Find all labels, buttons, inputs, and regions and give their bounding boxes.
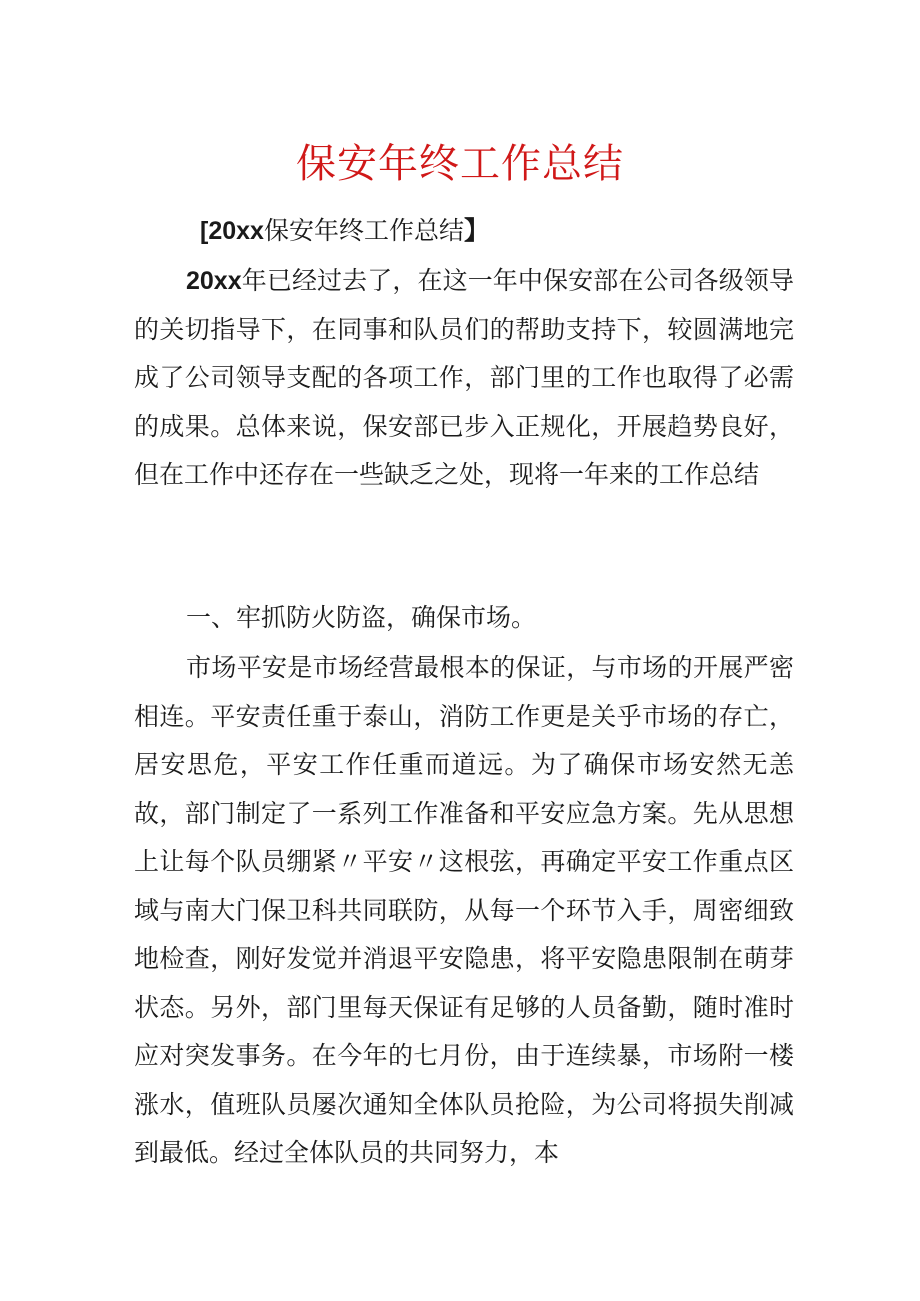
section-1-paragraph: 市场平安是市场经营最根本的保证，与市场的开展严密相连。平安责任重于泰山，消防工作更是关乎市场的存亡，居安思危，平安工作任重而道远。为了确保市场安然无恙故，部门制定了一系列工作准备和平安应急方案。先从思想上让每个队员绷紧〃平安〃这根弦，再确定平安工作重点区域与南大门保卫科共同联防，从每一个环节入手，周密细致地检查，刚好发觉并消退平安隐患，将平安隐患限制在萌芽状态。另外，部门里每天保证有足够的人员备勤，随时准时应对突发事务。在今年的七月份，由于连续暴，市场附一楼涨水，值班队员屡次通知全体队员抢险，为公司将损失削减到最低。经过全体队员的共同努力，本 (134, 653, 794, 1167)
subtitle-text: 保安年终工作总结 (263, 216, 464, 245)
section-1-heading: 一、牢抓防火防盗，确保市场。 (186, 603, 537, 632)
subtitle-open-bracket: [ (200, 217, 209, 245)
intro-paragraph (134, 257, 794, 500)
intro-text: 年已经过去了，在这一年中保安部在公司各级领导的关切指导下，在同事和队员们的帮助支持下，较圆满地完成了公司领导支配的各项工作，部门里的工作也取得了必需的成果。总体来说，保安部已步入正规化，开展趋势良好，但在工作中还存在一些缺乏之处，现将一年来的工作总结 (134, 266, 794, 489)
intro-year: 20xx (186, 267, 242, 295)
document-subtitle (200, 212, 489, 250)
document-title: 保安年终工作总结 (296, 141, 624, 187)
subtitle-close-bracket: 】 (463, 217, 489, 245)
subtitle-year: 20xx (208, 217, 264, 245)
